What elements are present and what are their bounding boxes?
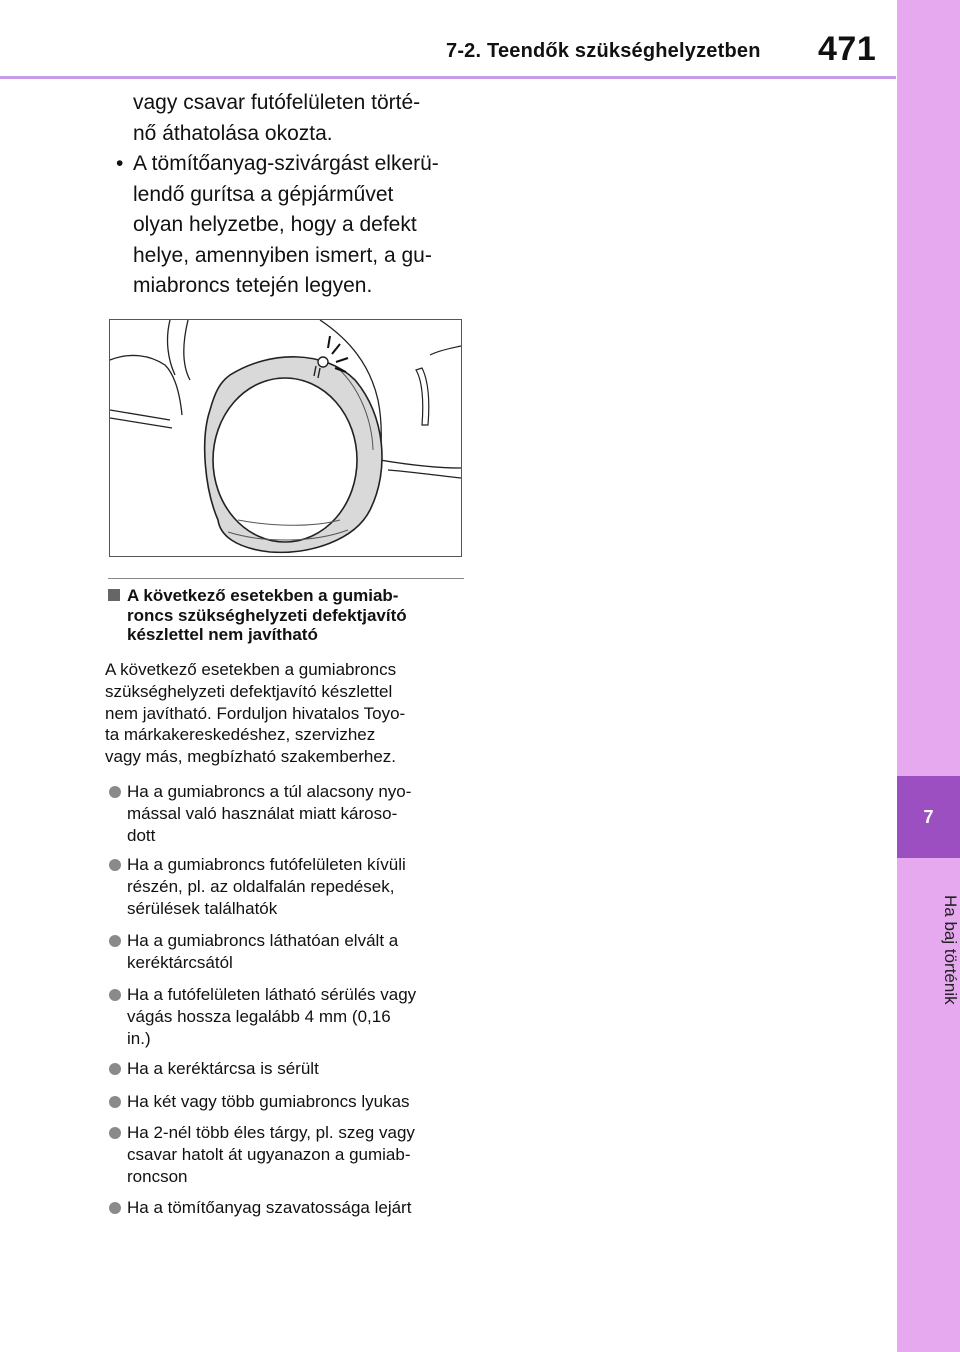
text-line: A tömítőanyag-szivárgást elkerü- — [133, 152, 439, 175]
text-line: Ha két vagy több gumiabroncs lyukas — [127, 1092, 410, 1111]
page-number: 471 — [818, 30, 877, 68]
text-line: Ha a gumiabroncs a túl alacsony nyo- — [127, 782, 412, 801]
tire-illustration — [109, 319, 462, 557]
round-bullet-icon — [109, 1127, 121, 1139]
text-line: mással való használat miatt károso- — [127, 803, 398, 823]
list-item — [108, 1197, 468, 1219]
text-line: keréktárcsától — [127, 952, 233, 972]
text-line: Ha a gumiabroncs láthatóan elvált a — [127, 931, 399, 950]
text-line: Ha a gumiabroncs futófelületen kívüli — [127, 855, 406, 874]
list-item — [108, 984, 468, 1049]
round-bullet-icon — [109, 786, 121, 798]
text-line: helye, amennyiben ismert, a gu- — [133, 243, 432, 267]
section-title: 7-2. Teendők szükséghelyzetben — [446, 40, 761, 62]
round-bullet-icon — [109, 1096, 121, 1108]
list-item — [108, 781, 468, 846]
list-item — [108, 1058, 468, 1080]
round-bullet-icon — [109, 859, 121, 871]
round-bullet-icon — [109, 1202, 121, 1214]
text-line: nem javítható. Forduljon hivatalos Toyo- — [105, 703, 406, 723]
text-line: olyan helyzetbe, hogy a defekt — [133, 213, 417, 236]
text-line: miabroncs tetején legyen. — [133, 274, 373, 297]
round-bullet-icon — [109, 989, 121, 1001]
text-line: Ha 2-nél több éles tárgy, pl. szeg vagy — [127, 1123, 415, 1142]
round-bullet-icon — [109, 1063, 121, 1075]
header-divider — [0, 76, 896, 79]
text-line: vagy csavar futófelületen törté- — [133, 91, 421, 114]
round-bullet-icon — [109, 935, 121, 947]
text-line: részén, pl. az oldalfalán repedések, — [127, 876, 395, 896]
side-tab — [897, 0, 960, 1352]
square-bullet-icon — [108, 589, 120, 601]
text-line: Ha a futófelületen látható sérülés vagy — [127, 985, 417, 1004]
text-line: A következő esetekben a gumiabroncs — [105, 660, 397, 679]
text-line: vágás hossza legalább 4 mm (0,16 — [127, 1006, 391, 1026]
chapter-label: Ha baj történik — [941, 895, 960, 1005]
section-heading — [108, 586, 468, 645]
text-line: nő áthatolása okozta. — [133, 121, 333, 145]
text-line: vagy más, megbízható szakemberhez. — [105, 747, 397, 767]
text-line: sérülések találhatók — [127, 898, 278, 918]
text-line: Ha a keréktárcsa is sérült — [127, 1059, 319, 1078]
text-line: roncson — [127, 1166, 188, 1186]
section-paragraph — [105, 659, 467, 768]
heading-line: készlettel nem javítható — [127, 625, 318, 644]
text-line: dott — [127, 825, 156, 845]
intro-continuation — [108, 88, 468, 149]
list-item — [108, 854, 468, 919]
text-line: szükséghelyzeti defektjavító készlettel — [105, 681, 393, 701]
tire-drawing — [110, 320, 461, 556]
text-line: csavar hatolt át ugyanazon a gumiab- — [127, 1144, 411, 1164]
text-line: lendő gurítsa a gépjárművet — [133, 182, 394, 206]
text-line: in.) — [127, 1028, 151, 1048]
list-item — [108, 930, 468, 974]
list-item — [108, 1122, 468, 1187]
bullet-dot: • — [116, 152, 124, 175]
text-line: Ha a tömítőanyag szavatossága lejárt — [127, 1198, 412, 1217]
text-line: ta márkakereskedéshez, szervizhez — [105, 725, 376, 745]
list-item — [108, 1091, 468, 1113]
chapter-number-tab: 7 — [897, 776, 960, 858]
heading-line: roncs szükséghelyzeti defektjavító — [127, 605, 407, 625]
intro-bullet — [108, 149, 468, 302]
heading-line: A következő esetekben a gumiab- — [127, 586, 399, 605]
section-divider — [108, 578, 464, 579]
